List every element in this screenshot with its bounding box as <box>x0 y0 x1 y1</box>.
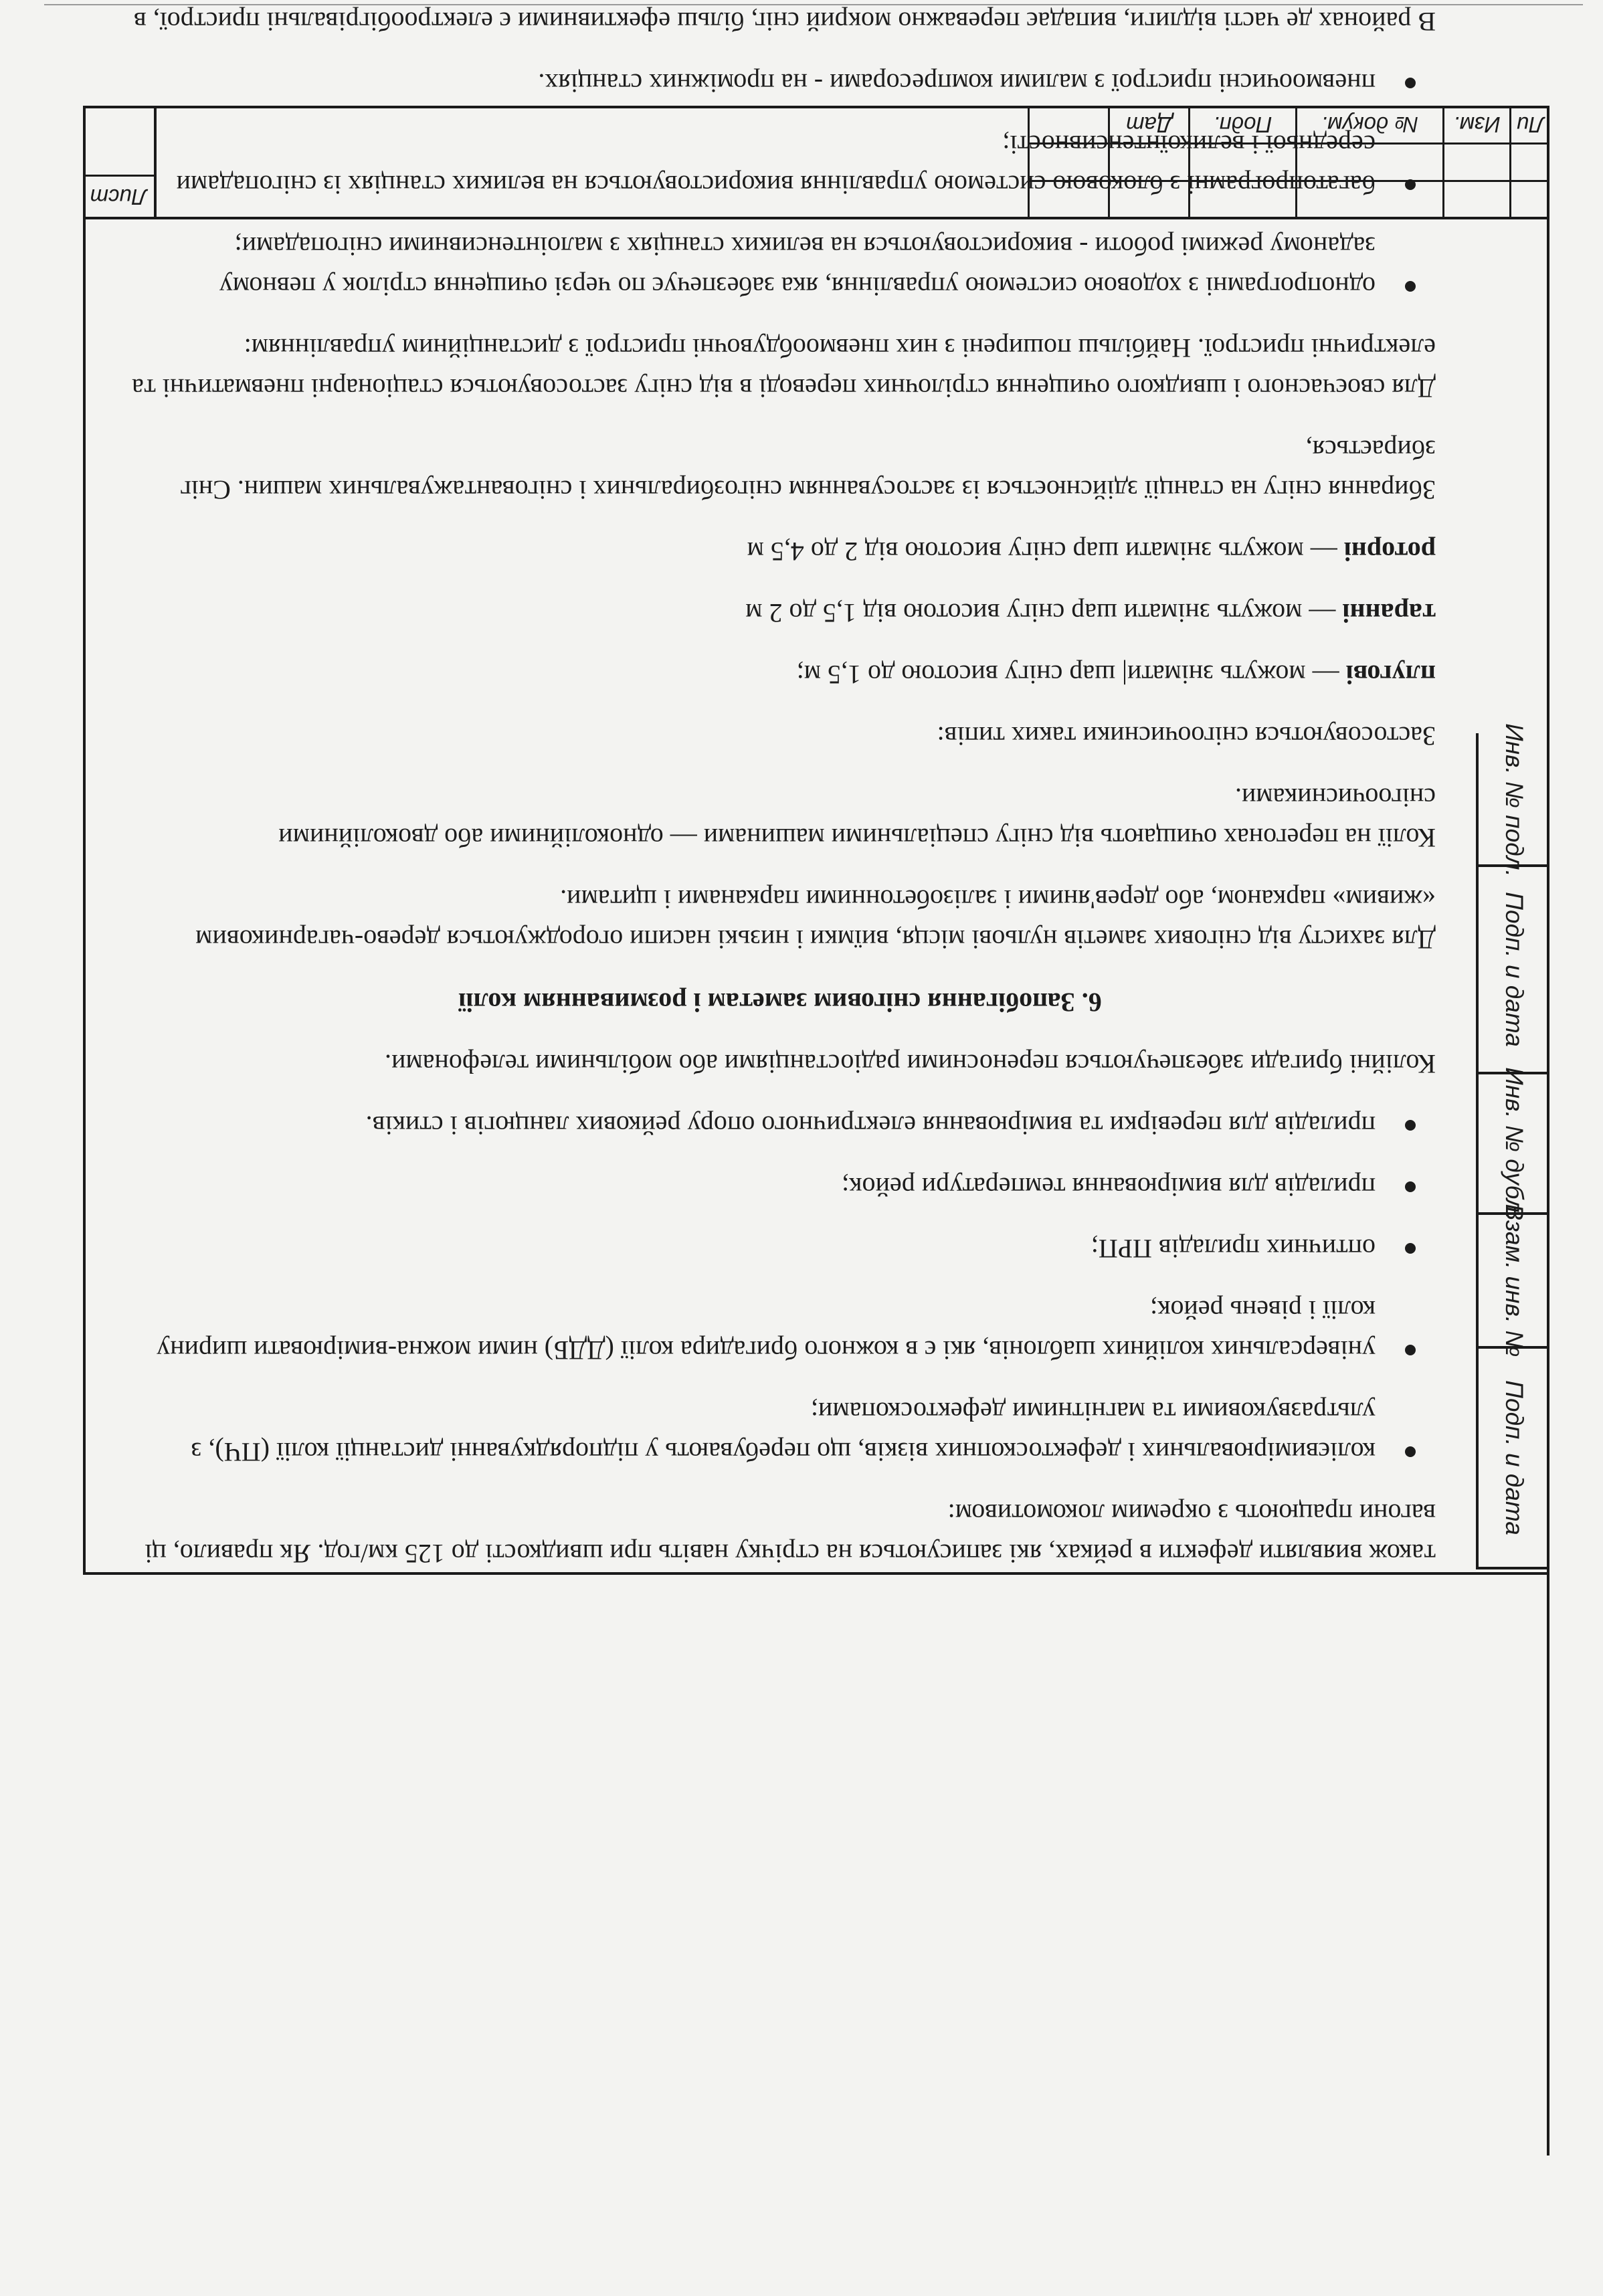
tb-header-doc: № докум. <box>1295 106 1442 142</box>
tb-header-empty <box>1028 106 1108 142</box>
list-item: приладів для вимірювання температури рейок; <box>124 1167 1436 1207</box>
title-block <box>83 106 1549 219</box>
side-stamp-label: Инв. № дубл. <box>1501 1067 1528 1220</box>
sheet-number-box <box>83 106 157 217</box>
side-stamp-label: Подп. и дата <box>1501 892 1528 1047</box>
document-body <box>124 0 1436 1573</box>
paragraph: також виявляти дефекти в рейках, які записуються на стрічку навіть при швидкості до 125 км/год. Як правило, ці вагони працюють з окремим локомотивом: <box>145 1499 1436 1569</box>
tb-cell <box>1509 180 1549 217</box>
title-block-grid <box>1028 106 1549 217</box>
list-item: пневмоочисні пристрої з малими компресорами - на проміжних станціях. <box>124 63 1436 103</box>
list-item: багатопрограмні з блоковою системою управління використовуються на великих станціях із снігопадами середньої і великоїнтенсивності; <box>124 124 1436 205</box>
side-stamp-cell <box>1479 1067 1549 1220</box>
tb-cell <box>1295 142 1442 179</box>
sheet-label: Лист <box>83 175 154 217</box>
tb-cell <box>1028 180 1108 217</box>
side-stamp-label: Инв. № подл. <box>1501 723 1528 877</box>
list-item: колієвимірювальних і дефектоскопних візків, що перебувають у підпорядкуванні дистанції колії (ПЧ), з ультразвуковими та магнітними дефектоскопами; <box>124 1392 1436 1472</box>
tb-header-sign: Подп. <box>1188 106 1295 142</box>
paragraph: Колії на перегонах очищають від снігу спеціальними машинами — одноколійними або двоколійними снігоочисниками. <box>278 783 1436 853</box>
type-term: роторні <box>1343 537 1436 567</box>
tb-header-date: Дат <box>1108 106 1188 142</box>
tb-cell <box>1188 180 1295 217</box>
side-stamp-label: Подп. и дата <box>1501 1380 1528 1535</box>
list-item: універсальних колійних шаблонів, які є в кожного бригадира колії (ДДБ) ними можна-вимірювати ширину колії і рівень рейок; <box>124 1290 1436 1370</box>
paragraph: Застосовуються снігоочисники таких типів: <box>937 721 1436 751</box>
tb-cell <box>1108 142 1188 179</box>
tb-cell <box>1188 142 1295 179</box>
tb-cell <box>1108 180 1188 217</box>
type-term: таранні <box>1342 598 1436 628</box>
side-stamp-cell <box>1479 1204 1549 1357</box>
side-stamp <box>1476 723 1549 1569</box>
side-stamp-label: Взам. инв. № <box>1501 1204 1528 1357</box>
paragraph: Збирання снігу на станції здійснюється із застосуванням снігозбиральних і сніговантажувальних машин. Сніг збирається, <box>180 435 1436 505</box>
list-item: однопрограмні з ходовою системою управління, яка забезпечує по черзі очищення стрілок у певному заданому режимі роботи - використовуються на великих станціях з малоінтенсивними снігопадами; <box>124 226 1436 306</box>
paragraph: Колійні бригади забезпечуються переносними радіостанціями або мобільними телефонами. <box>385 1049 1436 1079</box>
type-line <box>124 593 1436 633</box>
frame-left-extension <box>1547 1567 1549 2156</box>
paragraph: В районах де часті відлиги, випадає переважно мокрий сніг, більш ефективними є електрообігрівальні пристрої, в <box>133 7 1436 37</box>
paragraph: Для захисту від снігових заметів нульові місця, виїмки і низькі насипи огороджуються дерево-чагарниковим «живим» парканом, або дерев'яними і залізобетонними парканами і щитами. <box>195 884 1436 955</box>
tb-cell <box>1295 180 1442 217</box>
tb-cell <box>1509 142 1549 179</box>
type-line <box>124 531 1436 571</box>
section-heading: 6. Запобігання сніговим заметам і розмиванням колії <box>458 987 1102 1018</box>
type-text: — можуть знімати шар снігу висотою від 2 до 4,5 м <box>747 537 1344 567</box>
tb-header-izm: Изм. <box>1442 106 1509 142</box>
tb-header-li: Ли <box>1509 106 1549 142</box>
side-stamp-cell <box>1479 867 1549 1074</box>
type-text: — можуть знімати шар снігу висотою від 1,5 до 2 м <box>745 598 1343 628</box>
tb-cell <box>1442 180 1509 217</box>
side-stamp-cell <box>1479 723 1549 877</box>
side-stamp-cell <box>1479 1349 1549 1569</box>
type-line <box>124 654 1436 694</box>
tb-cell <box>1442 142 1509 179</box>
list-item: оптичних приладів ПРП; <box>124 1228 1436 1268</box>
type-text: — можуть знімати| шар снігу висотою до 1,5 м; <box>796 660 1346 690</box>
type-term: плугові <box>1345 660 1436 690</box>
paragraph: Для своєчасного і швидкого очищення стрілочних переводі в від снігу застосовуються стаціонарні пневматичні та електричні пристрої. Найбільш поширені з них пневмообдувочні пристрої з дистанційним управлінням: <box>132 333 1436 403</box>
tb-cell <box>1028 142 1108 179</box>
list-item: приладів для перевірки та вимірювання електричного опору рейкових ланцюгів і стиків. <box>124 1105 1436 1145</box>
